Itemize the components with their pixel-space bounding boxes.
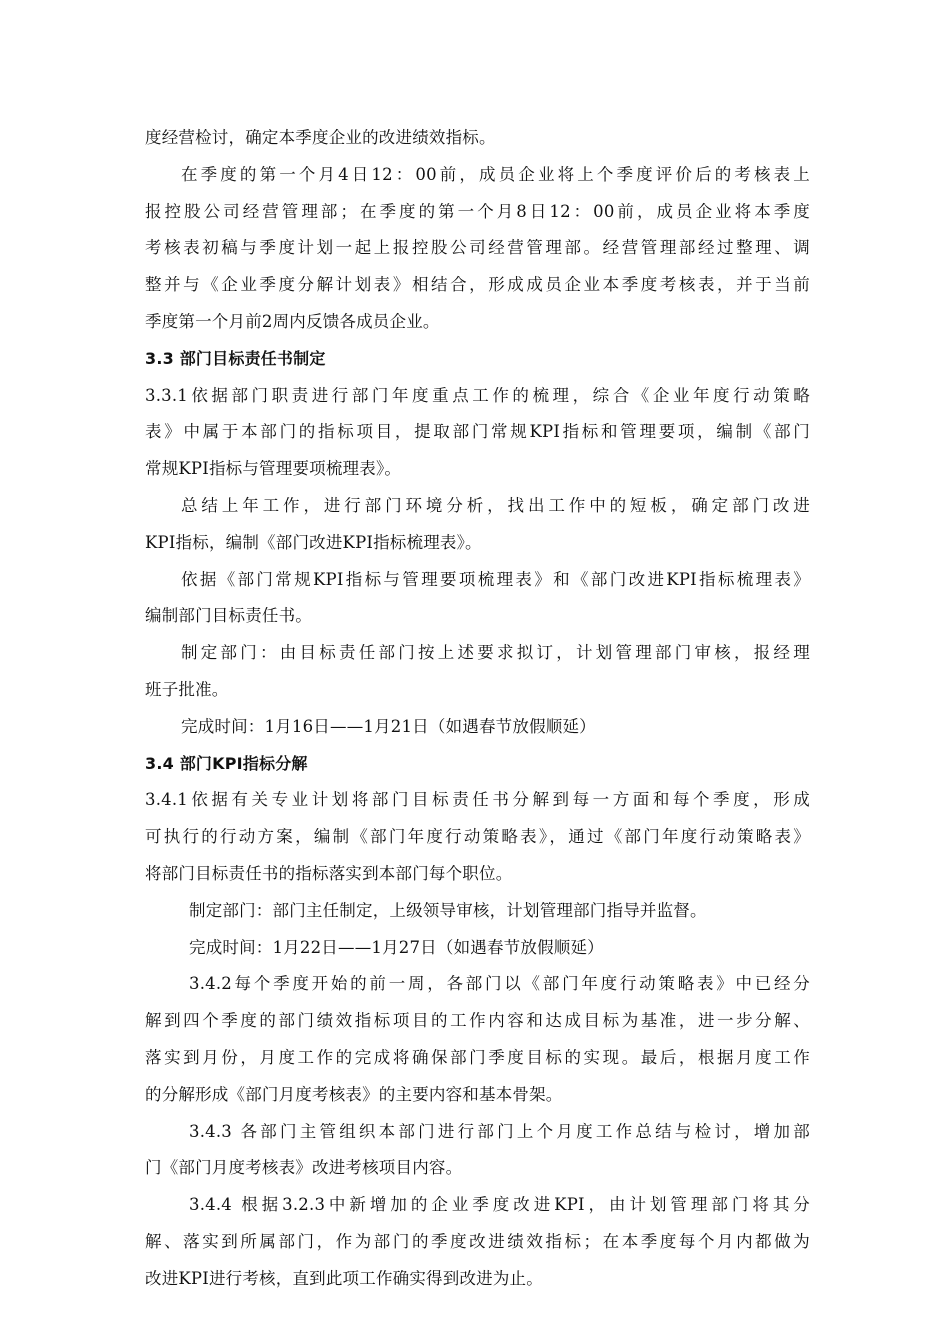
paragraph-line: 常规KPI指标与管理要项梳理表》。 [145, 459, 402, 479]
paragraph-line: 将部门目标责任书的指标落实到本部门每个职位。 [145, 863, 513, 883]
paragraph-line: 度经营检讨，确定本季度企业的改进绩效指标。 [145, 128, 496, 147]
paragraph-line: 门《部门月度考核表》改进考核项目内容。 [145, 1158, 463, 1178]
paragraph-line: 总结上年工作，进行部门环境分析，找出工作中的短板，确定部门改进 [181, 495, 810, 515]
paragraph-line: 报控股公司经营管理部；在季度的第一个月8日12：00前，成员企业将本季度 [145, 201, 810, 221]
paragraph-line: 的分解形成《部门月度考核表》的主要内容和基本骨架。 [145, 1084, 563, 1104]
paragraph-line: 3.4.1依据有关专业计划将部门目标责任书分解到每一方面和每个季度，形成 [145, 790, 810, 810]
paragraph-line: 制定部门：部门主任制定，上级领导审核，计划管理部门指导并监督。 [189, 900, 707, 920]
paragraph-line: 3.4.2每个季度开始的前一周，各部门以《部门年度行动策略表》中已经分 [189, 974, 810, 994]
paragraph-line: 落实到月份，月度工作的完成将确保部门季度目标的实现。最后，根据月度工作 [145, 1047, 810, 1067]
paragraph-line: 可执行的行动方案，编制《部门年度行动策略表》，通过《部门年度行动策略表》 [145, 827, 810, 847]
paragraph-line: 整并与《企业季度分解计划表》相结合，形成成员企业本季度考核表，并于当前 [145, 275, 810, 295]
paragraph-line: 制定部门：由目标责任部门按上述要求拟订，计划管理部门审核，报经理 [181, 643, 810, 663]
paragraph-line: KPI指标，编制《部门改进KPI指标梳理表》。 [145, 532, 482, 552]
paragraph-line: 完成时间：1月16日——1月21日（如遇春节放假顺延） [181, 716, 596, 736]
paragraph-line: 表》中属于本部门的指标项目，提取部门常规KPI指标和管理要项，编制《部门 [145, 422, 810, 442]
paragraph-line: 班子批准。 [145, 679, 229, 699]
section-heading-3-3: 3.3 部门目标责任书制定 [145, 348, 326, 368]
paragraph-line: 改进KPI进行考核，直到此项工作确实得到改进为止。 [145, 1268, 543, 1288]
paragraph-line: 依据《部门常规KPI指标与管理要项梳理表》和《部门改进KPI指标梳理表》 [181, 569, 810, 589]
paragraph-line: 解到四个季度的部门绩效指标项目的工作内容和达成目标为基准，进一步分解、 [145, 1011, 810, 1031]
paragraph-line: 完成时间：1月22日——1月27日（如遇春节放假顺延） [189, 937, 604, 957]
paragraph-line: 季度第一个月前2周内反馈各成员企业。 [145, 311, 440, 331]
paragraph-line: 考核表初稿与季度计划一起上报控股公司经营管理部。经营管理部经过整理、调 [145, 238, 810, 258]
paragraph-line: 编制部门目标责任书。 [145, 606, 312, 626]
paragraph-line: 3.4.3 各部门主管组织本部门进行部门上个月度工作总结与检讨，增加部 [189, 1121, 810, 1141]
paragraph-line: 解、落实到所属部门，作为部门的季度改进绩效指标；在本季度每个月内都做为 [145, 1231, 810, 1251]
paragraph-line: 3.4.4 根据3.2.3中新增加的企业季度改进KPI，由计划管理部门将其分 [189, 1195, 810, 1215]
section-heading-3-4: 3.4 部门KPI指标分解 [145, 753, 308, 773]
document-body [145, 120, 810, 1298]
paragraph-line: 在季度的第一个月4日12：00前，成员企业将上个季度评价后的考核表上 [181, 164, 810, 184]
paragraph-line: 3.3.1依据部门职责进行部门年度重点工作的梳理，综合《企业年度行动策略 [145, 385, 810, 405]
